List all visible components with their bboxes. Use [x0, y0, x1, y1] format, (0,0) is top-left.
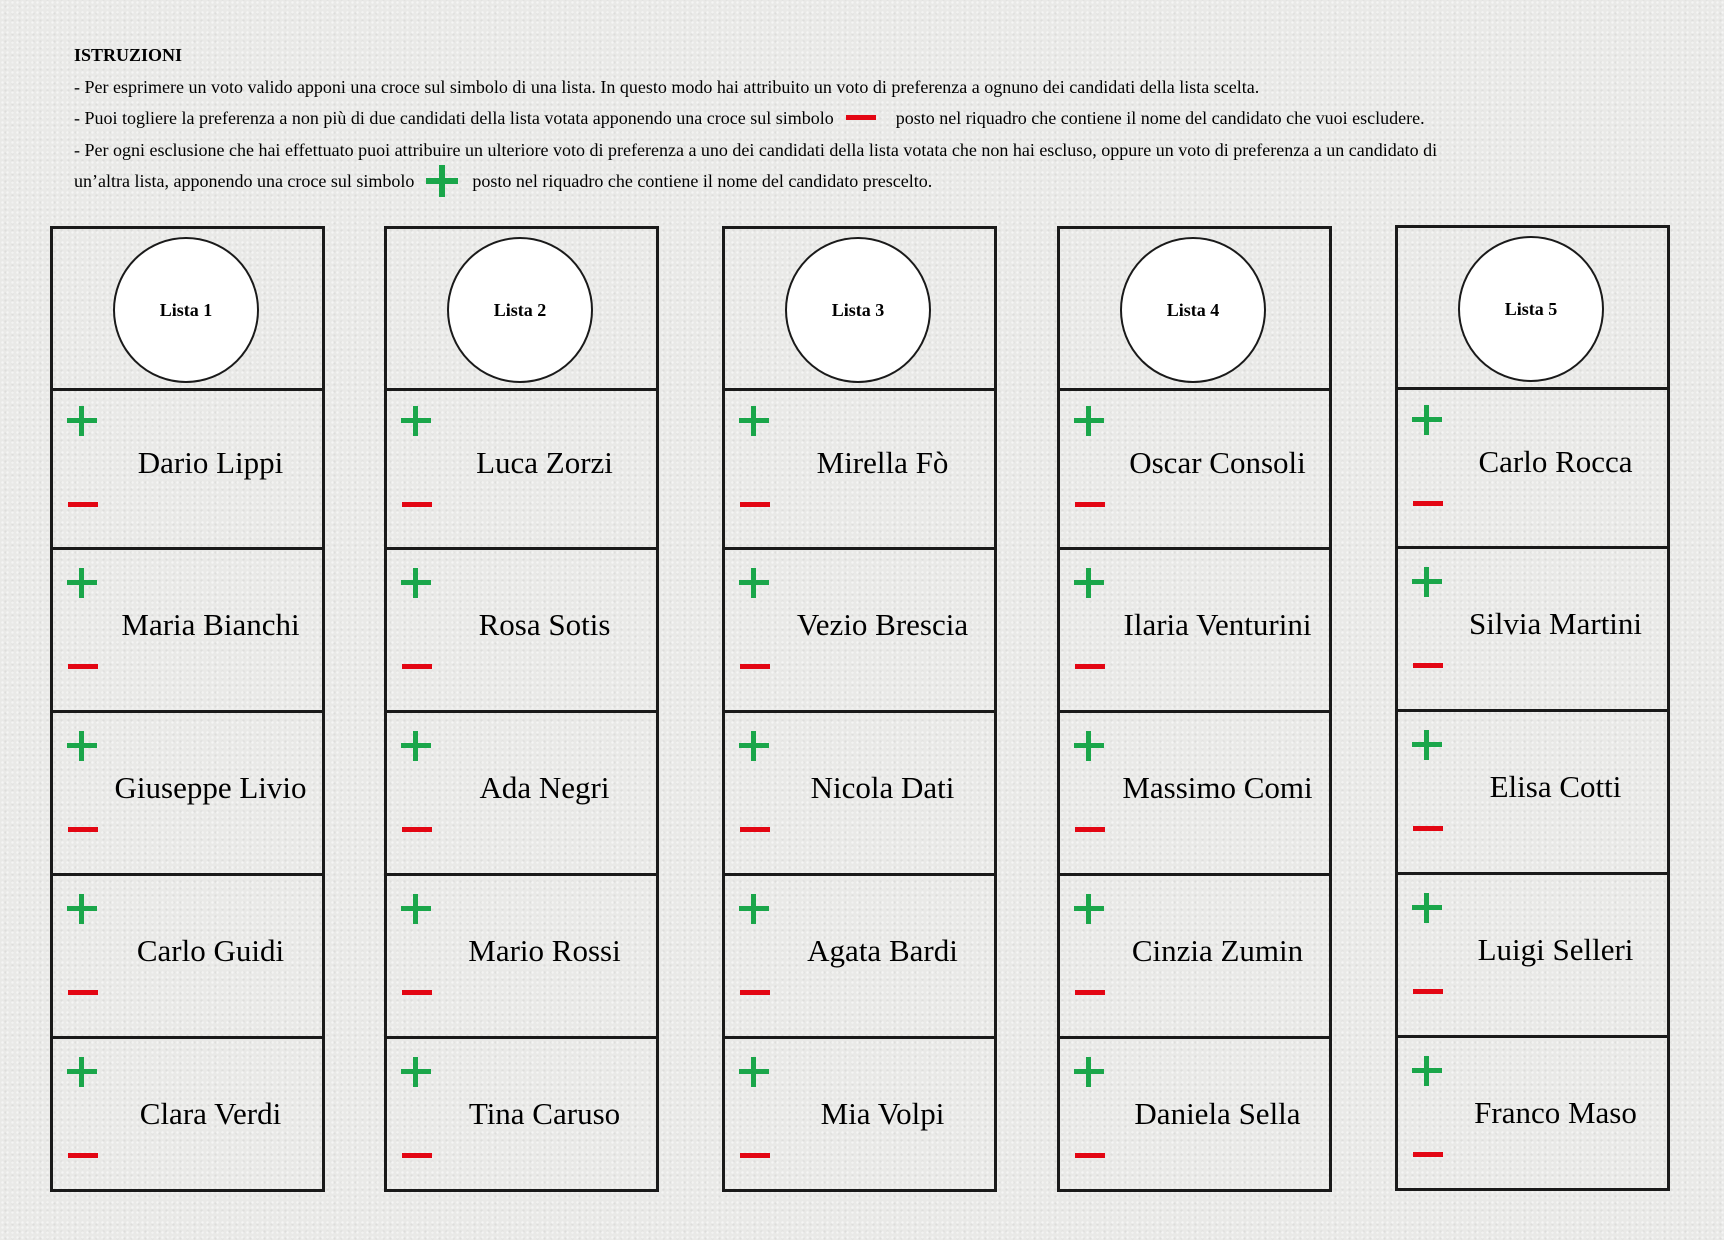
- plus-icon[interactable]: [739, 894, 769, 924]
- candidate-row: [1398, 875, 1667, 1038]
- candidate-name: Mirella Fò: [816, 445, 949, 480]
- minus-icon[interactable]: [402, 1153, 432, 1158]
- instructions-line-2-end: posto nel riquadro che contiene il nome del candidato che vuoi escludere.: [895, 108, 1425, 128]
- plus-icon[interactable]: [1074, 731, 1104, 761]
- candidate-row: [1060, 876, 1329, 1039]
- candidate-row: [53, 876, 322, 1039]
- candidate-name: Tina Caruso: [468, 1096, 621, 1131]
- candidate-row: [53, 1039, 322, 1189]
- candidate-name: Ilaria Venturini: [1123, 607, 1312, 642]
- list-header-4: [1060, 229, 1329, 391]
- minus-icon[interactable]: [68, 664, 98, 669]
- list-symbol-5[interactable]: [1458, 236, 1604, 382]
- minus-icon: [846, 115, 876, 120]
- list-symbol-3[interactable]: [785, 237, 931, 383]
- candidate-row: [387, 1039, 656, 1189]
- instructions-line-4-start: un’altra lista, apponendo una croce sul simbolo: [74, 171, 415, 191]
- candidate-name: Daniela Sella: [1134, 1096, 1301, 1131]
- list-column-2: [384, 226, 659, 1192]
- minus-icon[interactable]: [402, 502, 432, 507]
- candidate-name: Luca Zorzi: [476, 445, 613, 480]
- candidate-name: Massimo Comi: [1122, 770, 1313, 805]
- minus-icon[interactable]: [1413, 663, 1443, 668]
- minus-icon[interactable]: [740, 502, 770, 507]
- list-header-1: [53, 229, 322, 391]
- plus-icon[interactable]: [401, 568, 431, 598]
- candidate-row: [387, 876, 656, 1039]
- candidate-name: Agata Bardi: [807, 933, 958, 968]
- candidate-name: Silvia Martini: [1468, 606, 1643, 641]
- candidate-name: Nicola Dati: [810, 770, 955, 805]
- list-column-5: [1395, 225, 1670, 1191]
- minus-icon[interactable]: [68, 990, 98, 995]
- minus-icon[interactable]: [1075, 664, 1105, 669]
- plus-icon[interactable]: [1412, 1056, 1442, 1086]
- candidate-name: Oscar Consoli: [1129, 445, 1306, 480]
- list-column-4: [1057, 226, 1332, 1192]
- minus-icon[interactable]: [740, 1153, 770, 1158]
- minus-icon[interactable]: [402, 664, 432, 669]
- instructions-line-1: - Per esprimere un voto valido apponi una croce sul simbolo di una lista. In questo modo hai attribuito un voto di preferenza a ognuno dei candidati della lista scelta.: [74, 76, 1260, 97]
- plus-icon[interactable]: [1412, 893, 1442, 923]
- minus-icon[interactable]: [1413, 1152, 1443, 1157]
- plus-icon[interactable]: [401, 731, 431, 761]
- minus-icon[interactable]: [1075, 1153, 1105, 1158]
- plus-icon[interactable]: [67, 406, 97, 436]
- candidate-name: Ada Negri: [479, 770, 610, 805]
- plus-icon[interactable]: [1412, 567, 1442, 597]
- plus-icon[interactable]: [1074, 894, 1104, 924]
- candidate-row: [1060, 713, 1329, 876]
- minus-icon[interactable]: [1413, 826, 1443, 831]
- instructions-line-4-end: posto nel riquadro che contiene il nome del candidato prescelto.: [472, 171, 933, 191]
- minus-icon[interactable]: [68, 502, 98, 507]
- minus-icon[interactable]: [402, 827, 432, 832]
- candidate-name: Maria Bianchi: [121, 607, 300, 642]
- instructions-line-3: - Per ogni esclusione che hai effettuato puoi attribuire un ulteriore voto di preferenza a uno dei candidati della lista votata che non hai escluso, oppure un voto di preferenza a un candidato di: [74, 139, 1438, 160]
- candidate-name: Rosa Sotis: [478, 607, 611, 642]
- candidate-row: [53, 388, 322, 550]
- minus-icon[interactable]: [740, 827, 770, 832]
- candidate-row: [725, 713, 994, 876]
- candidate-name: Luigi Selleri: [1477, 932, 1634, 967]
- instructions-line-4: [74, 166, 1674, 199]
- candidate-name: Mario Rossi: [468, 933, 621, 968]
- list-label: Lista 3: [831, 299, 885, 320]
- candidate-row: [1060, 1039, 1329, 1189]
- plus-icon[interactable]: [739, 406, 769, 436]
- candidate-name: Giuseppe Livio: [114, 770, 307, 805]
- instructions-line-2-start: - Puoi togliere la preferenza a non più di due candidati della lista votata apponendo una croce sul simbolo: [74, 108, 834, 128]
- candidate-row: [1060, 550, 1329, 713]
- plus-icon: [426, 165, 458, 197]
- candidate-row: [387, 550, 656, 713]
- candidate-row: [1398, 549, 1667, 712]
- candidate-row: [725, 550, 994, 713]
- list-symbol-2[interactable]: [447, 237, 593, 383]
- candidate-row: [387, 713, 656, 876]
- plus-icon[interactable]: [1074, 406, 1104, 436]
- instructions-line-2: [74, 103, 1674, 135]
- candidate-name: Vezio Brescia: [796, 607, 969, 642]
- list-column-1: [50, 226, 325, 1192]
- list-header-2: [387, 229, 656, 391]
- minus-icon[interactable]: [1413, 989, 1443, 994]
- plus-icon[interactable]: [1412, 730, 1442, 760]
- plus-icon[interactable]: [739, 568, 769, 598]
- candidate-name: Mia Volpi: [820, 1096, 945, 1131]
- plus-icon[interactable]: [401, 406, 431, 436]
- plus-icon[interactable]: [67, 568, 97, 598]
- list-label: Lista 2: [493, 299, 547, 320]
- minus-icon[interactable]: [1075, 990, 1105, 995]
- candidate-name: Clara Verdi: [139, 1096, 282, 1131]
- minus-icon[interactable]: [1075, 502, 1105, 507]
- list-column-3: [722, 226, 997, 1192]
- minus-icon[interactable]: [1075, 827, 1105, 832]
- minus-icon[interactable]: [740, 664, 770, 669]
- instructions: [74, 40, 1674, 199]
- candidate-row: [725, 388, 994, 550]
- candidate-row: [53, 713, 322, 876]
- plus-icon[interactable]: [67, 731, 97, 761]
- candidate-row: [725, 1039, 994, 1189]
- candidate-name: Carlo Rocca: [1478, 444, 1633, 479]
- candidate-row: [725, 876, 994, 1039]
- list-header-5: [1398, 228, 1667, 390]
- minus-icon[interactable]: [740, 990, 770, 995]
- list-symbol-1[interactable]: [113, 237, 259, 383]
- plus-icon[interactable]: [1074, 568, 1104, 598]
- candidate-row: [53, 550, 322, 713]
- plus-icon[interactable]: [739, 731, 769, 761]
- candidate-row: [1398, 712, 1667, 875]
- minus-icon[interactable]: [68, 827, 98, 832]
- plus-icon[interactable]: [67, 894, 97, 924]
- plus-icon[interactable]: [401, 894, 431, 924]
- candidate-row: [1398, 387, 1667, 549]
- candidate-name: Carlo Guidi: [136, 933, 285, 968]
- list-label: Lista 1: [159, 299, 213, 320]
- candidate-name: Franco Maso: [1474, 1095, 1637, 1130]
- plus-icon[interactable]: [401, 1057, 431, 1087]
- plus-icon[interactable]: [1074, 1057, 1104, 1087]
- candidate-row: [1398, 1038, 1667, 1188]
- list-label: Lista 5: [1504, 298, 1558, 319]
- candidate-name: Dario Lippi: [137, 445, 284, 480]
- minus-icon[interactable]: [68, 1153, 98, 1158]
- candidate-row: [387, 388, 656, 550]
- minus-icon[interactable]: [402, 990, 432, 995]
- list-header-3: [725, 229, 994, 391]
- candidate-row: [1060, 388, 1329, 550]
- candidate-name: Cinzia Zumin: [1131, 933, 1304, 968]
- list-label: Lista 4: [1166, 299, 1220, 320]
- plus-icon[interactable]: [739, 1057, 769, 1087]
- minus-icon[interactable]: [1413, 501, 1443, 506]
- plus-icon[interactable]: [67, 1057, 97, 1087]
- instructions-title: ISTRUZIONI: [74, 45, 183, 65]
- plus-icon[interactable]: [1412, 405, 1442, 435]
- list-symbol-4[interactable]: [1120, 237, 1266, 383]
- candidate-name: Elisa Cotti: [1489, 769, 1622, 804]
